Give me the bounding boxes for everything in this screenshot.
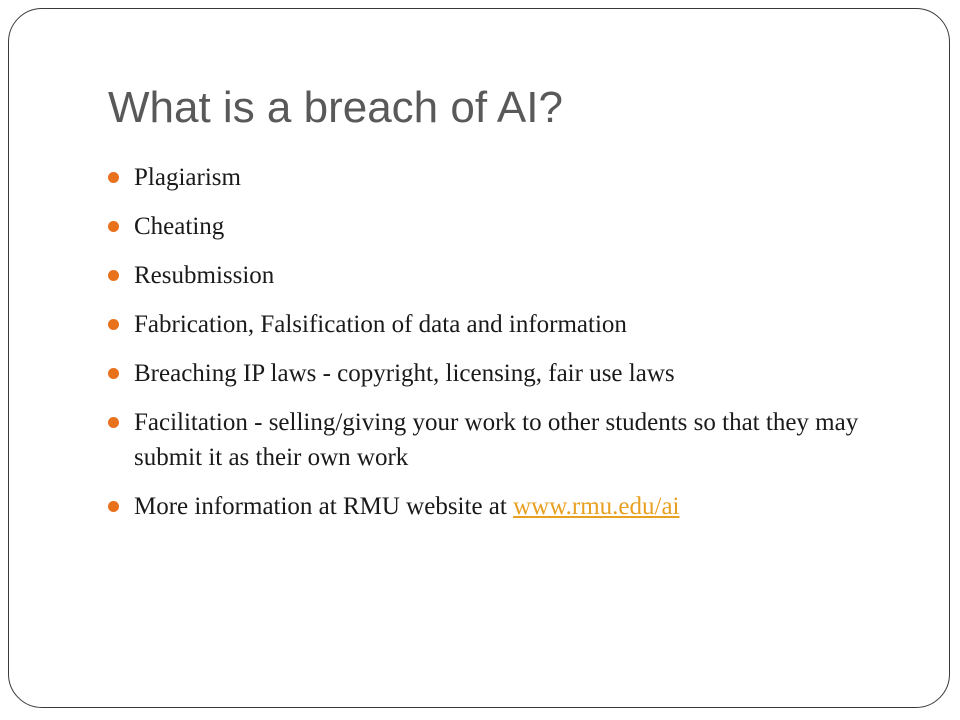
bullet-text: Facilitation - selling/giving your work to other students so that they may submit it as their own work bbox=[134, 409, 859, 471]
bullet-item-cheating bbox=[108, 209, 868, 244]
bullet-item-resubmission bbox=[108, 258, 868, 293]
bullet-item-fabrication bbox=[108, 307, 868, 342]
bullet-dot-icon bbox=[108, 319, 119, 330]
bullet-text: Resubmission bbox=[134, 262, 275, 289]
bullet-item-more-info bbox=[108, 489, 868, 524]
bullet-text: Breaching IP laws - copyright, licensing, fair use laws bbox=[134, 360, 675, 387]
bullet-text: Fabrication, Falsification of data and information bbox=[134, 311, 627, 338]
bullet-text: More information at RMU website at bbox=[134, 493, 514, 520]
bullet-text: Plagiarism bbox=[134, 164, 241, 191]
bullet-dot-icon bbox=[108, 221, 119, 232]
bullet-dot-icon bbox=[108, 172, 119, 183]
bullet-item-ip-laws bbox=[108, 356, 868, 391]
bullet-dot-icon bbox=[108, 417, 119, 428]
bullet-list bbox=[108, 160, 868, 538]
bullet-dot-icon bbox=[108, 270, 119, 281]
rmu-website-link[interactable]: www.rmu.edu/ai bbox=[513, 493, 680, 520]
slide-title: What is a breach of AI? bbox=[108, 83, 563, 132]
bullet-item-plagiarism bbox=[108, 160, 868, 195]
bullet-text: Cheating bbox=[134, 213, 225, 240]
bullet-dot-icon bbox=[108, 501, 119, 512]
bullet-item-facilitation bbox=[108, 405, 868, 475]
bullet-dot-icon bbox=[108, 368, 119, 379]
